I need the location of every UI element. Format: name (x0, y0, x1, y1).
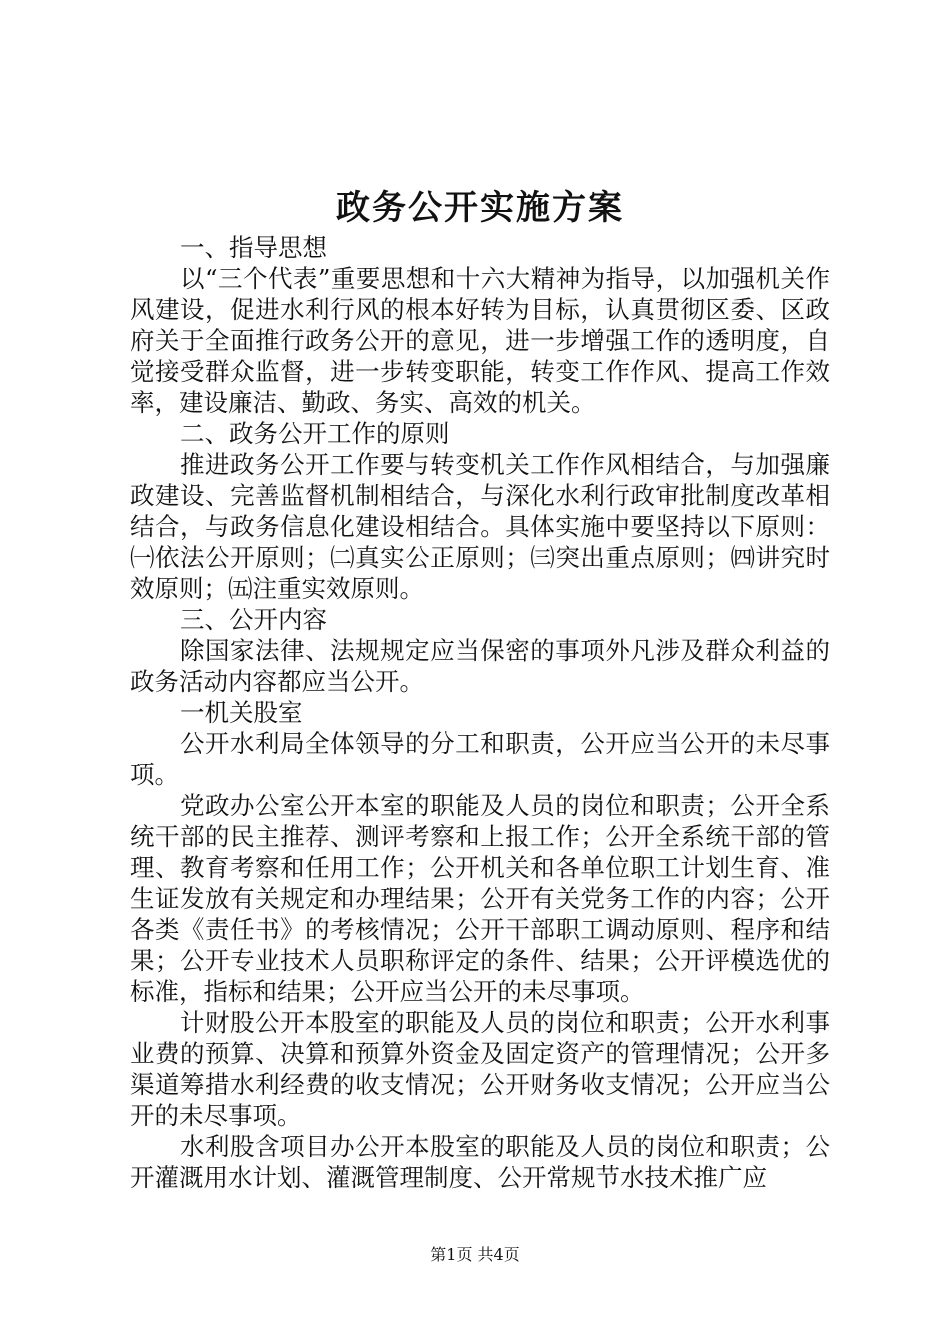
paragraph-leadership: 公开水利局全体领导的分工和职责，公开应当公开的未尽事项。 (130, 729, 830, 789)
heading-guiding-ideology: 一、指导思想 (180, 233, 327, 262)
paragraph-content: 除国家法律、法规规定应当保密的事项外凡涉及群众利益的政务活动内容都应当公开。 (130, 636, 830, 696)
document-title: 政务公开实施方案 (336, 188, 624, 228)
heading-principles: 二、政务公开工作的原则 (180, 419, 450, 448)
document-page (130, 182, 830, 1193)
paragraph-party-office: 党政办公室公开本室的职能及人员的岗位和职责；公开全系统干部的民主推荐、测评考察和上报工作；公开全系统干部的管理、教育考察和任用工作；公开机关和各单位职工计划生育、准生证发放有关规定和办理结果；公开有关党务工作的内容；公开各类《责任书》的考核情况；公开干部职工调动原则、程序和结果；公开专业技术人员职称评定的条件、结果；公开评模选优的标准，指标和结果；公开应当公开的未尽事项。 (130, 791, 830, 1006)
paragraph-finance-section: 计财股公开本股室的职能及人员的岗位和职责；公开水利事业费的预算、决算和预算外资金及固定资产的管理情况；公开多渠道筹措水利经费的收支情况；公开财务收支情况；公开应当公开的未尽事项。 (130, 1008, 830, 1130)
paragraph-water-section: 水利股含项目办公开本股室的职能及人员的岗位和职责；公开灌溉用水计划、灌溉管理制度、公开常规节水技术推广应 (130, 1132, 830, 1192)
page-number-footer: 第1页 共4页 (430, 1245, 520, 1264)
paragraph-principles: 推进政务公开工作要与转变机关工作作风相结合，与加强廉政建设、完善监督机制相结合，与深化水利行政审批制度改革相结合，与政务信息化建设相结合。具体实施中要坚持以下原则：㈠依法公开原则；㈡真实公正原则；㈢突出重点原则；㈣讲究时效原则；㈤注重实效原则。 (130, 450, 830, 603)
heading-content: 三、公开内容 (180, 605, 327, 634)
paragraph-guiding-ideology: 以“三个代表”重要思想和十六大精神为指导，以加强机关作风建设，促进水利行风的根本好转为目标，认真贯彻区委、区政府关于全面推行政务公开的意见，进一步增强工作的透明度，自觉接受群众监督，进一步转变职能，转变工作作风、提高工作效率，建设廉洁、勤政、务实、高效的机关。 (130, 264, 830, 417)
heading-offices: 一机关股室 (180, 698, 303, 727)
